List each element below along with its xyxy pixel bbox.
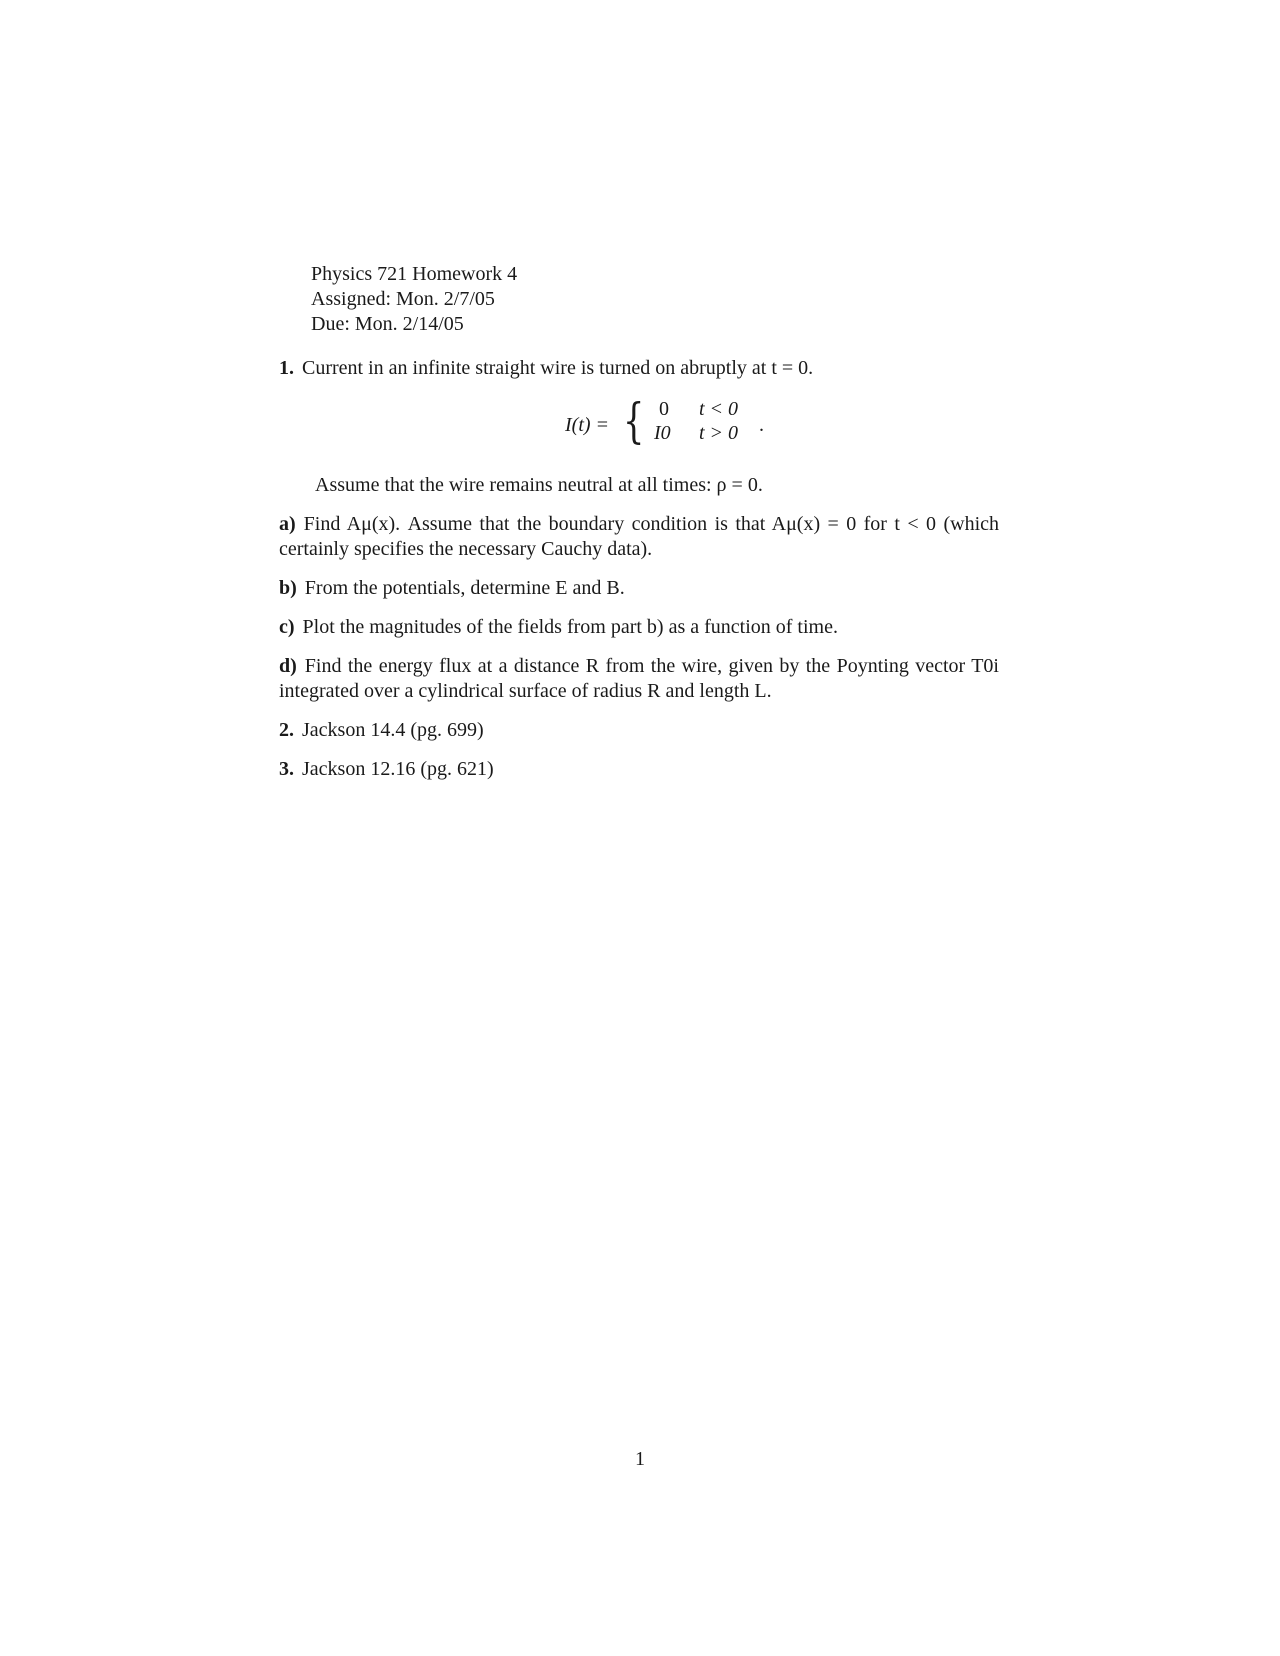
equation-case1-value: 0	[659, 398, 669, 420]
left-brace-symbol: {	[623, 393, 645, 449]
part-b-text: From the potentials, determine E and B.	[304, 577, 625, 599]
equation-case2-value: I0	[654, 422, 671, 444]
neutral-note: Assume that the wire remains neutral at all times: ρ = 0.	[315, 474, 763, 496]
problem-1-note	[279, 473, 999, 498]
problem-1d	[279, 654, 999, 704]
assignment-header	[311, 262, 517, 337]
problem-3-text: Jackson 12.16 (pg. 621)	[302, 758, 494, 780]
part-c-label: c)	[279, 616, 295, 638]
problem-2	[279, 718, 999, 743]
due-date: Due: Mon. 2/14/05	[311, 313, 464, 335]
problem-3	[279, 757, 999, 782]
course-title: Physics 721 Homework 4	[311, 263, 518, 285]
problem-1b	[279, 576, 999, 601]
part-b-label: b)	[279, 577, 297, 599]
problem-1	[279, 356, 999, 381]
problem-1c	[279, 615, 999, 640]
part-d-label: d)	[279, 655, 297, 677]
part-a-text: Find Aμ(x). Assume that the boundary condition is that Aμ(x) = 0 for t < 0 (which certainly specifies the necessary Cauchy data).	[279, 513, 999, 560]
part-c-text: Plot the magnitudes of the fields from part b) as a function of time.	[302, 616, 838, 638]
equation-case1-condition: t < 0	[699, 398, 739, 420]
problem-3-number: 3.	[279, 758, 294, 780]
current-equation	[279, 391, 999, 461]
problem-list	[279, 356, 999, 782]
page-number: 1	[635, 1448, 645, 1470]
equation-case2-condition: t > 0	[699, 422, 739, 444]
part-a-label: a)	[279, 513, 296, 535]
problem-1a	[279, 512, 999, 562]
problem-2-number: 2.	[279, 719, 294, 741]
problem-2-text: Jackson 14.4 (pg. 699)	[302, 719, 484, 741]
problem-1-number: 1.	[279, 357, 294, 379]
equation-period: .	[759, 414, 764, 436]
part-d-text: Find the energy flux at a distance R from the wire, given by the Poynting vector T0i integrated over a cylindrical surface of radius R and length L.	[279, 655, 999, 702]
assigned-date: Assigned: Mon. 2/7/05	[311, 288, 495, 310]
equation-lhs: I(t) =	[565, 414, 610, 436]
problem-1-intro: Current in an infinite straight wire is turned on abruptly at t = 0.	[302, 357, 814, 379]
